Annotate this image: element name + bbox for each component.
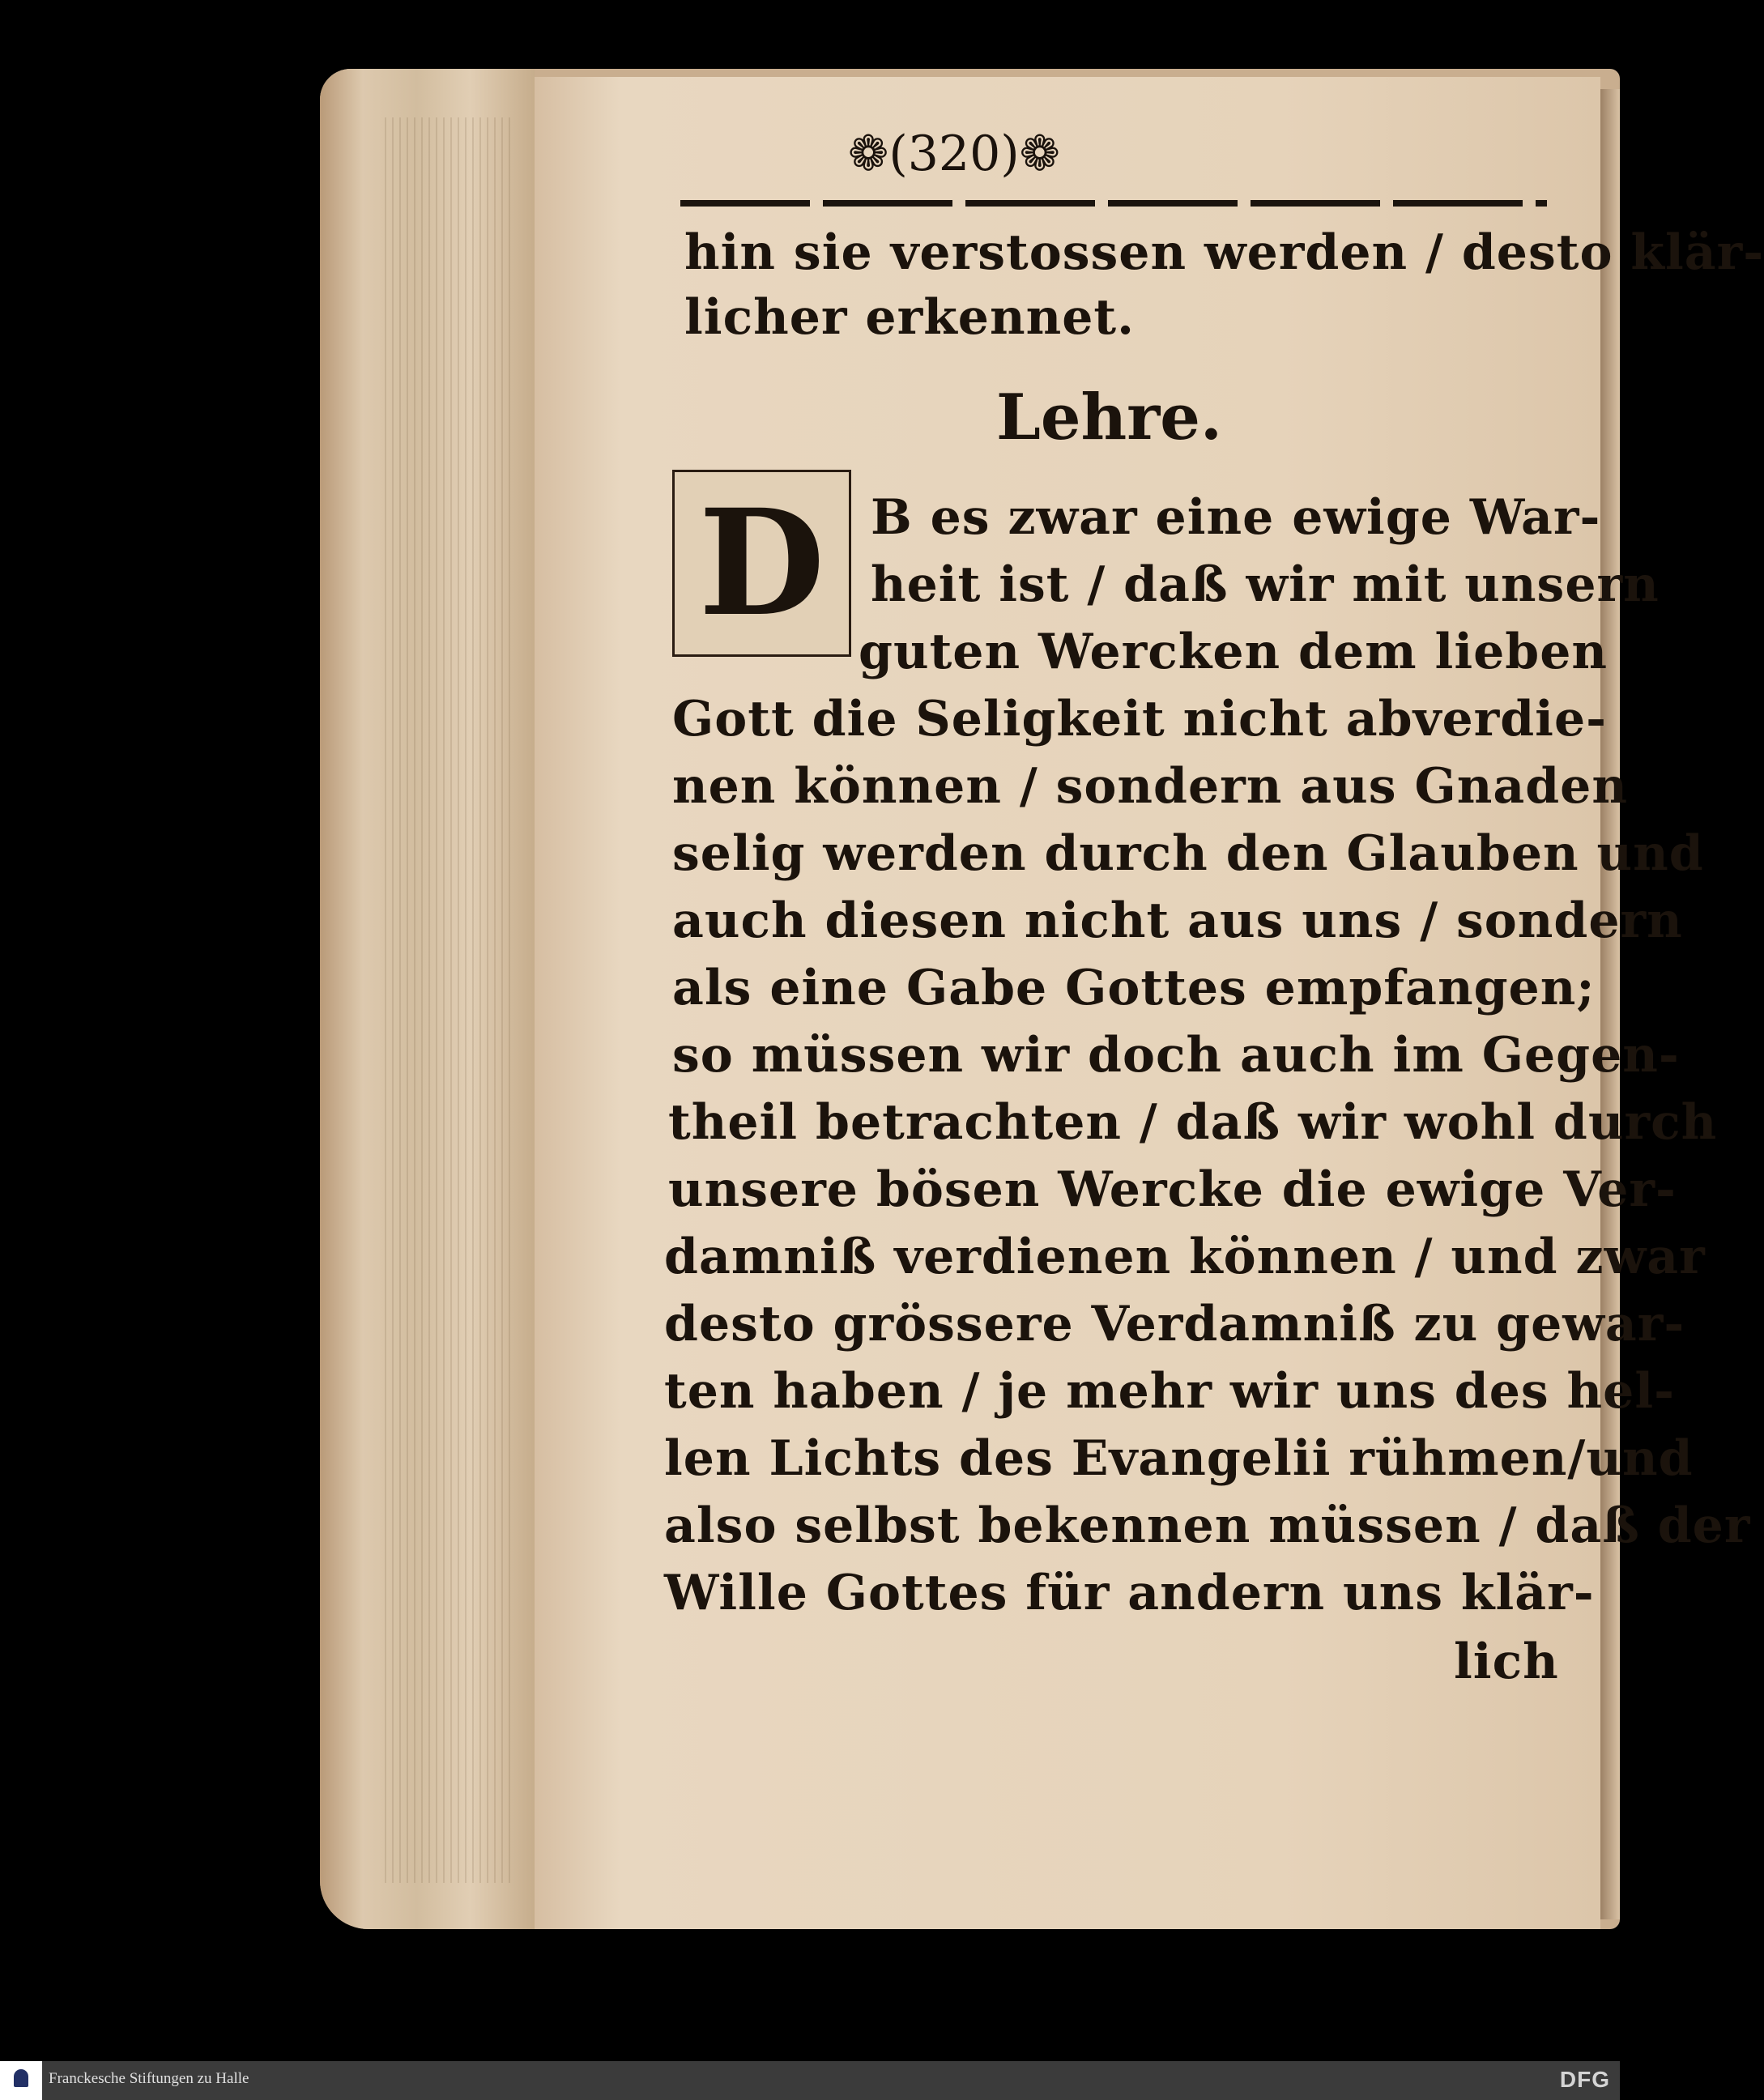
paragraph-line: unsere bösen Wercke die ewige Ver- <box>668 1161 1677 1218</box>
page-number <box>663 126 1246 182</box>
paragraph-line: B es zwar eine ewige War- <box>871 489 1601 546</box>
paragraph-line: ten haben / je mehr wir uns des hel- <box>664 1363 1676 1420</box>
institution-name[interactable]: Franckesche Stiftungen zu Halle <box>49 2070 249 2087</box>
initial-letter: D <box>698 478 825 649</box>
text-line: licher erkennet. <box>684 289 1135 346</box>
paragraph-line: Wille Gottes für andern uns klär- <box>664 1565 1595 1621</box>
paragraph-line: len Lichts des Evangelii rühmen/und <box>664 1430 1694 1487</box>
paragraph-line: guten Wercken dem lieben <box>859 624 1608 680</box>
building-icon <box>14 2069 28 2087</box>
page-number-text: (320) <box>888 126 1020 182</box>
section-heading: Lehre. <box>996 381 1223 454</box>
paragraph-line: theil betrachten / daß wir wohl durch <box>668 1094 1718 1151</box>
page-edge-lines <box>385 117 514 1883</box>
paragraph-line: als eine Gabe Gottes empfangen; <box>672 960 1596 1016</box>
text-line: hin sie verstossen werden / desto klär- <box>684 224 1764 281</box>
dfg-logo[interactable]: DFG <box>1559 2067 1610 2092</box>
decorated-initial <box>672 470 851 657</box>
paragraph-line: Gott die Seligkeit nicht abverdie- <box>672 691 1608 748</box>
paragraph-line: heit ist / daß wir mit unsern <box>871 556 1660 613</box>
ornament-right-icon: ❁ <box>1019 126 1060 182</box>
viewer-footer <box>0 2061 1620 2100</box>
institution-logo[interactable] <box>0 2061 42 2100</box>
facing-page-edge <box>1600 89 1620 1919</box>
ornament-left-icon: ❁ <box>848 126 889 182</box>
page-edges <box>320 69 535 1929</box>
header-rule <box>680 200 1547 207</box>
paragraph-line: auch diesen nicht aus uns / sondern <box>672 892 1683 949</box>
paragraph-line: also selbst bekennen müssen / daß der <box>664 1497 1751 1554</box>
paragraph-line: desto grössere Verdamniß zu gewar- <box>664 1296 1685 1352</box>
paragraph-line: damniß verdienen können / und zwar <box>664 1229 1706 1285</box>
paragraph-line: so müssen wir doch auch im Gegen- <box>672 1027 1680 1084</box>
catchword: lich <box>1454 1634 1559 1690</box>
paragraph-line: nen können / sondern aus Gnaden <box>672 758 1628 815</box>
paragraph-line: selig werden durch den Glauben und <box>672 825 1704 882</box>
